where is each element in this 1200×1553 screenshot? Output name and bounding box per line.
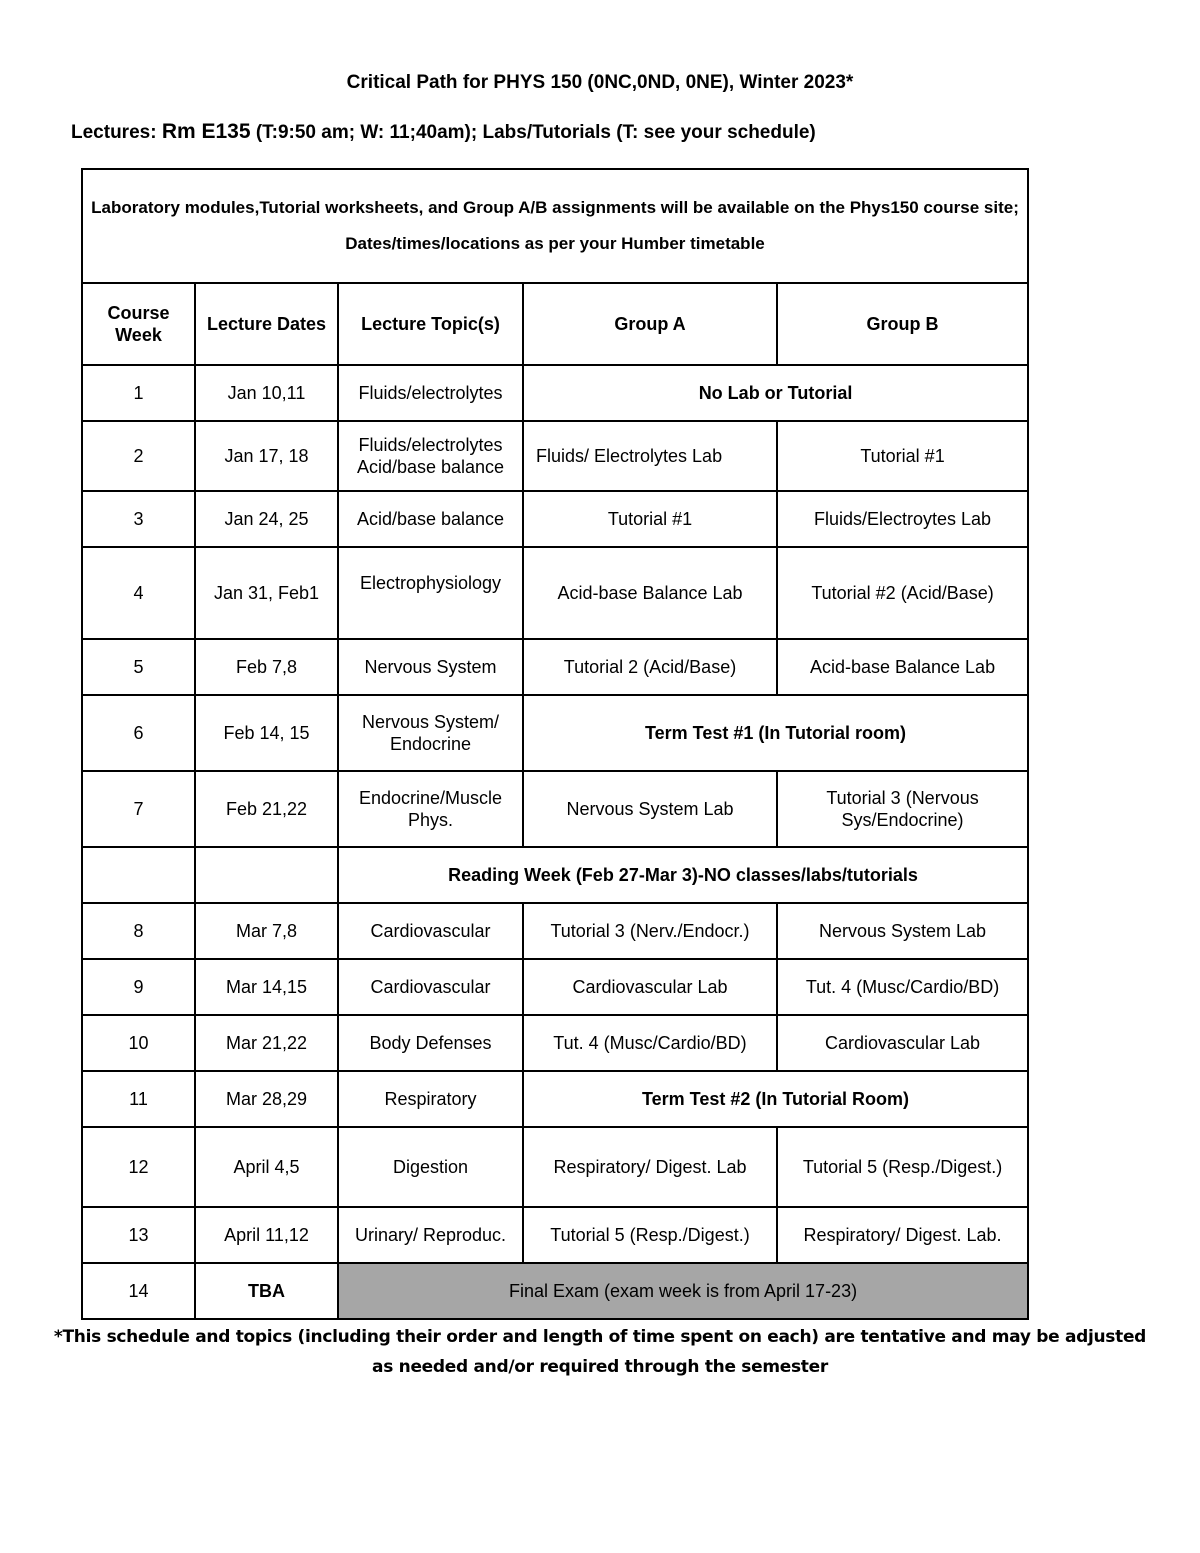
col-header-group-a: Group A [523, 283, 777, 365]
banner-line-2: Dates/times/locations as per your Humber timetable [345, 234, 765, 253]
banner-cell [82, 169, 1028, 283]
dates-cell: April 11,12 [195, 1207, 338, 1263]
week-cell: 11 [82, 1071, 195, 1127]
topic-cell: Electrophysiology [338, 547, 523, 639]
week-cell: 10 [82, 1015, 195, 1071]
col-header-dates: Lecture Dates [195, 283, 338, 365]
table-row [82, 1263, 1028, 1319]
table-row [82, 1127, 1028, 1207]
dates-cell: Mar 21,22 [195, 1015, 338, 1071]
topic-cell: Endocrine/Muscle Phys. [338, 771, 523, 847]
dates-cell: Mar 7,8 [195, 903, 338, 959]
group-b-cell: Tutorial #2 (Acid/Base) [777, 547, 1028, 639]
dates-cell: Jan 31, Feb1 [195, 547, 338, 639]
group-b-cell: Nervous System Lab [777, 903, 1028, 959]
dates-cell: Jan 24, 25 [195, 491, 338, 547]
page-title: Critical Path for PHYS 150 (0NC,0ND, 0NE), Winter 2023* [346, 72, 854, 93]
dates-cell: Feb 21,22 [195, 771, 338, 847]
empty-cell [82, 847, 195, 903]
topic-cell: Urinary/ Reproduc. [338, 1207, 523, 1263]
group-a-cell: Fluids/ Electrolytes Lab [523, 421, 777, 491]
col-header-week: Course Week [82, 283, 195, 365]
week-cell: 7 [82, 771, 195, 847]
group-a-cell: Tut. 4 (Musc/Cardio/BD) [523, 1015, 777, 1071]
topic-cell: Fluids/electrolytes [338, 365, 523, 421]
topic-line: Acid/base balance [356, 457, 505, 477]
group-a-cell: Acid-base Balance Lab [523, 547, 777, 639]
col-header-topic: Lecture Topic(s) [338, 283, 523, 365]
table-row [82, 959, 1028, 1015]
week-cell: 8 [82, 903, 195, 959]
group-b-cell: Fluids/Electroytes Lab [777, 491, 1028, 547]
table-row [82, 903, 1028, 959]
table-row [82, 695, 1028, 771]
table-row [82, 1071, 1028, 1127]
schedule-table [81, 168, 1029, 1320]
topic-cell: Acid/base balance [338, 491, 523, 547]
group-b-cell: Respiratory/ Digest. Lab. [777, 1207, 1028, 1263]
dates-cell: Feb 14, 15 [195, 695, 338, 771]
dates-cell: Jan 10,11 [195, 365, 338, 421]
col-header-group-b: Group B [777, 283, 1028, 365]
topic-cell: Nervous System/ Endocrine [338, 695, 523, 771]
footnote [0, 1322, 1200, 1382]
topic-cell: Cardiovascular [338, 959, 523, 1015]
reading-week-row [82, 847, 1028, 903]
table-row [82, 639, 1028, 695]
week-cell: 6 [82, 695, 195, 771]
topic-cell: Body Defenses [338, 1015, 523, 1071]
group-a-cell: Tutorial 2 (Acid/Base) [523, 639, 777, 695]
week-cell: 13 [82, 1207, 195, 1263]
group-a-cell: Cardiovascular Lab [523, 959, 777, 1015]
reading-week-cell: Reading Week (Feb 27-Mar 3)-NO classes/labs/tutorials [338, 847, 1028, 903]
banner-row [82, 169, 1028, 283]
topic-cell: Digestion [338, 1127, 523, 1207]
group-a-cell: Respiratory/ Digest. Lab [523, 1127, 777, 1207]
dates-cell: Feb 7,8 [195, 639, 338, 695]
lecture-room: Rm E135 [161, 120, 251, 143]
merged-activity-cell: No Lab or Tutorial [523, 365, 1028, 421]
week-cell: 12 [82, 1127, 195, 1207]
dates-cell: Mar 14,15 [195, 959, 338, 1015]
topic-cell: Respiratory [338, 1071, 523, 1127]
group-b-cell: Cardiovascular Lab [777, 1015, 1028, 1071]
footnote-line-2: as needed and/or required through the semester [372, 1357, 828, 1377]
table-row [82, 771, 1028, 847]
lectures-line [71, 120, 816, 144]
header-row [82, 283, 1028, 365]
topic-cell: Cardiovascular [338, 903, 523, 959]
table-row [82, 1015, 1028, 1071]
week-cell: 4 [82, 547, 195, 639]
group-a-cell: Nervous System Lab [523, 771, 777, 847]
table-row [82, 421, 1028, 491]
banner-line-1: Laboratory modules,Tutorial worksheets, and Group A/B assignments will be available on the Phys150 course site; [91, 198, 1019, 217]
footnote-line-1: *This schedule and topics (including their order and length of time spent on each) are tentative and may be adjusted [53, 1327, 1147, 1347]
dates-cell: TBA [195, 1263, 338, 1319]
group-a-cell: Tutorial 3 (Nerv./Endocr.) [523, 903, 777, 959]
group-b-cell: Tut. 4 (Musc/Cardio/BD) [777, 959, 1028, 1015]
empty-cell [195, 847, 338, 903]
week-cell: 1 [82, 365, 195, 421]
table-row [82, 1207, 1028, 1263]
week-cell: 3 [82, 491, 195, 547]
topic-line: Fluids/electrolytes [358, 435, 503, 455]
final-exam-cell: Final Exam (exam week is from April 17-23) [338, 1263, 1028, 1319]
table-row [82, 365, 1028, 421]
group-b-cell: Tutorial #1 [777, 421, 1028, 491]
table-row [82, 491, 1028, 547]
group-a-cell: Tutorial 5 (Resp./Digest.) [523, 1207, 777, 1263]
dates-cell: Jan 17, 18 [195, 421, 338, 491]
topic-cell: Nervous System [338, 639, 523, 695]
merged-activity-cell: Term Test #2 (In Tutorial Room) [523, 1071, 1028, 1127]
table-row [82, 547, 1028, 639]
topic-cell [338, 421, 523, 491]
week-cell: 2 [82, 421, 195, 491]
group-b-cell: Tutorial 3 (Nervous Sys/Endocrine) [777, 771, 1028, 847]
week-cell: 9 [82, 959, 195, 1015]
week-cell: 5 [82, 639, 195, 695]
merged-activity-cell: Term Test #1 (In Tutorial room) [523, 695, 1028, 771]
lectures-label: Lectures: [71, 122, 157, 143]
week-cell: 14 [82, 1263, 195, 1319]
group-b-cell: Tutorial 5 (Resp./Digest.) [777, 1127, 1028, 1207]
dates-cell: Mar 28,29 [195, 1071, 338, 1127]
group-a-cell: Tutorial #1 [523, 491, 777, 547]
group-b-cell: Acid-base Balance Lab [777, 639, 1028, 695]
dates-cell: April 4,5 [195, 1127, 338, 1207]
lectures-details: (T:9:50 am; W: 11;40am); Labs/Tutorials (T: see your schedule) [255, 122, 816, 143]
